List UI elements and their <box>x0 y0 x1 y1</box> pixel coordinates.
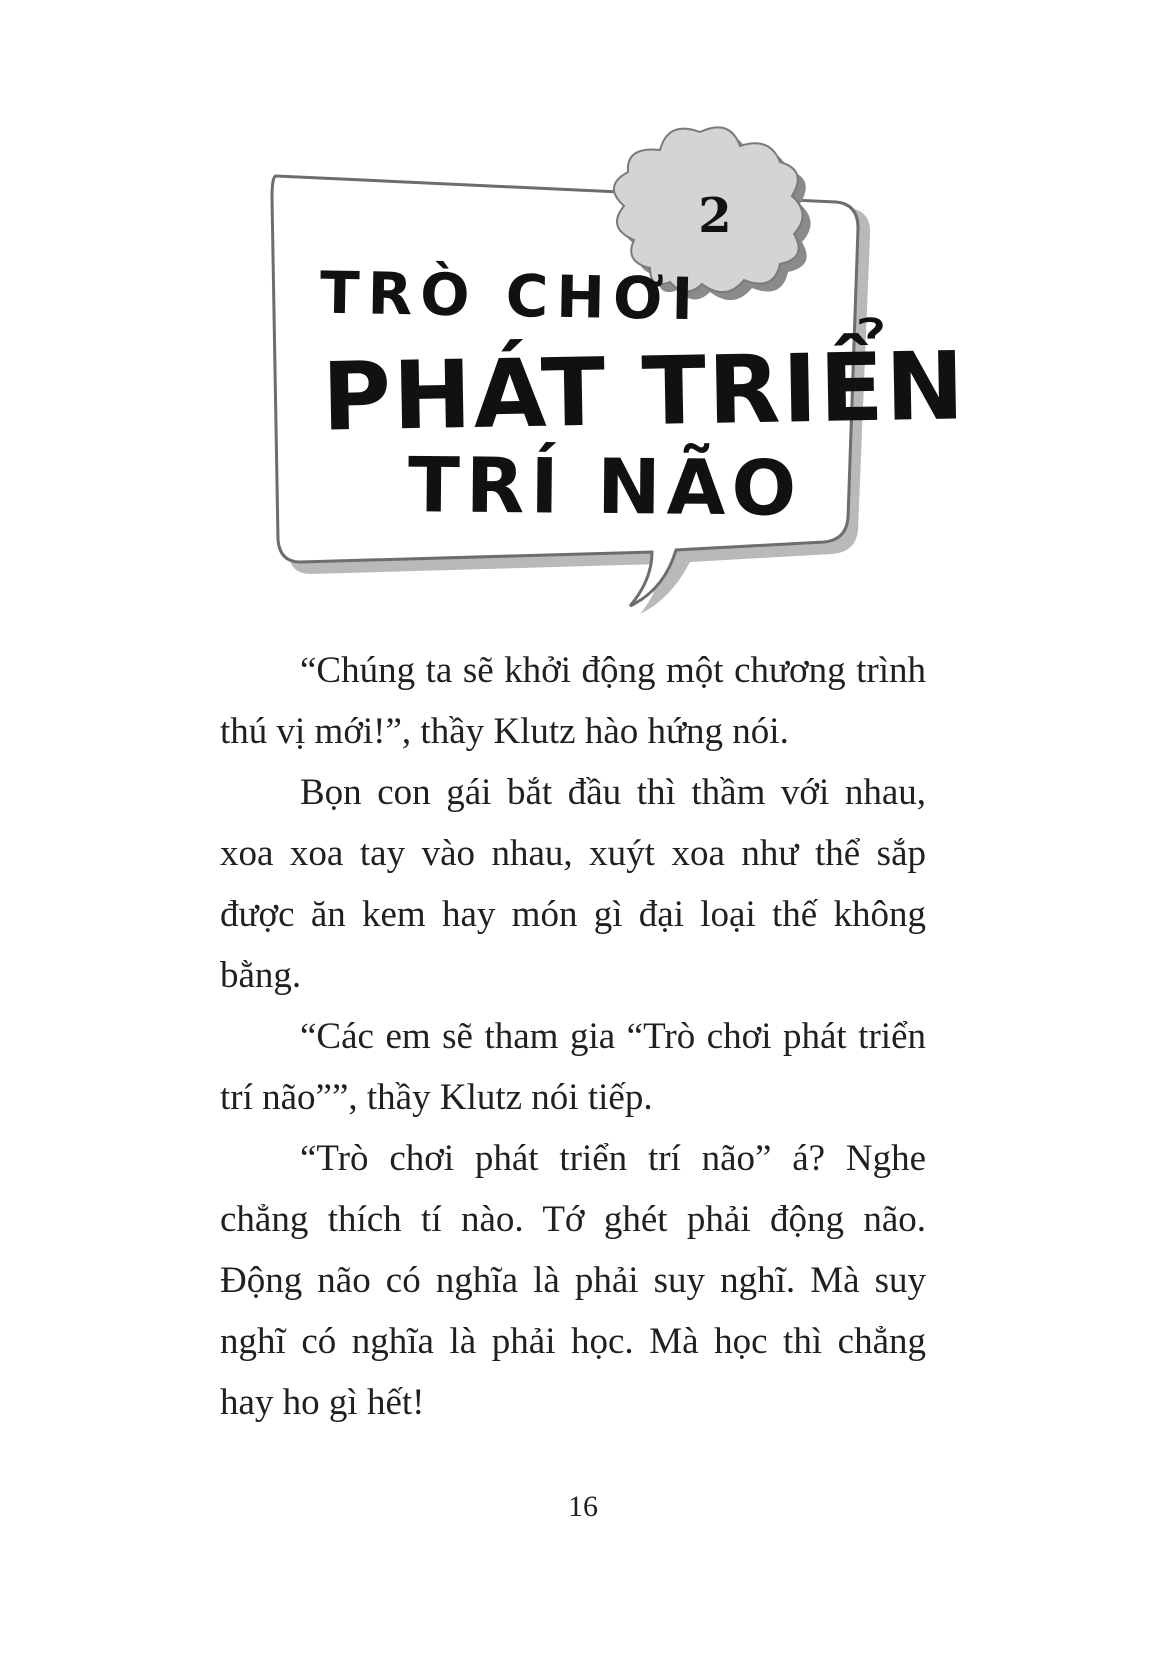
page-number: 16 <box>568 1490 598 1523</box>
body-text <box>220 640 926 1433</box>
paragraph: “Trò chơi phát triển trí não” á? Nghe chẳng thích tí nào. Tớ ghét phải động não. Động não có nghĩa là phải suy nghĩ. Mà suy nghĩ có nghĩa là phải học. Mà học thì chẳng hay ho gì hết! <box>220 1138 926 1423</box>
chapter-title-line-2: PHÁT TRIỂN <box>321 332 968 453</box>
paragraph: Bọn con gái bắt đầu thì thầm với nhau, xoa xoa tay vào nhau, xuýt xoa như thể sắp được ăn kem hay món gì đại loại thế không bằng. <box>220 772 926 996</box>
chapter-title-line-1: TRÒ CHƠI <box>319 258 702 334</box>
chapter-title-line-3: TRÍ NÃO <box>407 440 803 533</box>
paragraph: “Các em sẽ tham gia “Trò chơi phát triển trí não””, thầy Klutz nói tiếp. <box>220 1016 926 1118</box>
paragraph: “Chúng ta sẽ khởi động một chương trình thú vị mới!”, thầy Klutz hào hứng nói. <box>220 650 926 752</box>
chapter-number: 2 <box>698 188 732 244</box>
